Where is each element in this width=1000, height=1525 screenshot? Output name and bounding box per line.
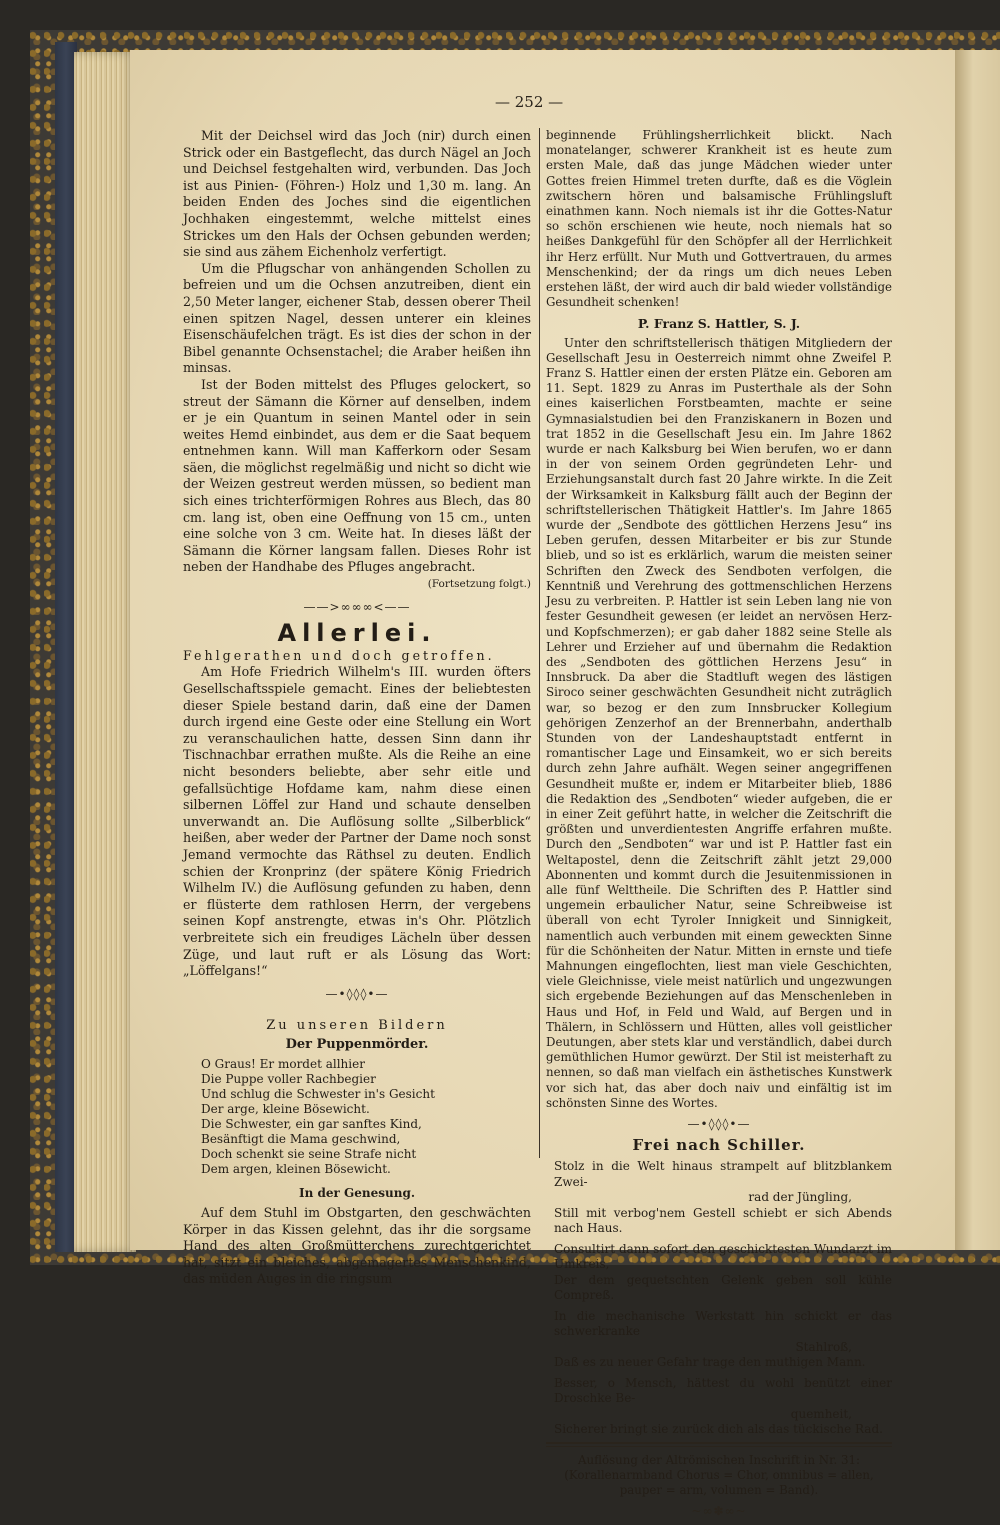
pictures-heading: Zu unseren Bildern bbox=[266, 1018, 448, 1034]
poem bbox=[546, 1159, 892, 1438]
poem-line: Sicherer bringt sie zurück dich als das tückische Rad. bbox=[554, 1422, 883, 1437]
end-ornament: ~∞✽∞~ bbox=[691, 1503, 747, 1518]
poem-line: Doch schenkt sie seine Strafe nicht bbox=[201, 1147, 417, 1162]
page-edges bbox=[74, 52, 136, 1252]
poem-title: Frei nach Schiller. bbox=[632, 1136, 806, 1155]
poem-line-continuation: rad der Jüngling, bbox=[748, 1190, 852, 1205]
poem-line: Still mit verbog'nem Gestell schiebt er sich Abends nach Haus. bbox=[554, 1205, 892, 1236]
double-rule bbox=[546, 1442, 892, 1447]
paragraph: Ist der Boden mittelst des Pfluges gelockert, so streut der Sämann die Körner auf denselben, indem er je ein Quantum in seinen Mantel oder in sein weites Hemd einbindet, aus dem er die Saat bequem entnehmen kann. Will man Kafferkorn oder Sesam säen, die möglichst regelmäßig und nicht so dicht wie der Weizen gestreut werden müssen, so bedient man sich eines trichterförmigen Rohres aus Blech, das 80 cm. lang ist, oben eine Oeffnung von 15 cm., unten eine solche von 3 cm. Weite hat. In dieses läßt der Sämann die Körner langsam fallen. Dieses Rohr ist neben der Handhabe des Pfluges angebracht. bbox=[183, 376, 531, 575]
poem-line: In die mechanische Werkstatt hin schickt er das schwerkranke bbox=[554, 1308, 892, 1339]
poem-line: Der arge, kleine Bösewicht. bbox=[201, 1102, 370, 1117]
poem-line: Stolz in die Welt hinaus strampelt auf blitzblankem Zwei- bbox=[554, 1159, 892, 1189]
poem-line: Consultirt dann sofort den geschicktesten Wundarzt im Umkreis, bbox=[554, 1241, 892, 1272]
facing-page-edge bbox=[955, 50, 1000, 1250]
column-rule bbox=[539, 128, 540, 1158]
poem-line: O Graus! Er mordet allhier bbox=[201, 1057, 365, 1072]
poem-line: Daß es zu neuer Gefahr trage den muthigen Mann. bbox=[554, 1355, 866, 1370]
poem-line-continuation: quemheit, bbox=[790, 1406, 852, 1421]
poem-line-continuation: Stahlroß, bbox=[795, 1339, 852, 1354]
poem-title: Der Puppenmörder. bbox=[285, 1036, 429, 1052]
poem-line: Und schlug die Schwester in's Gesicht bbox=[201, 1087, 435, 1102]
left-column bbox=[183, 128, 531, 1288]
bio-heading: P. Franz S. Hattler, S. J. bbox=[637, 316, 801, 332]
paragraph: beginnende Frühlingsherrlichkeit blickt. Nach monatelanger, schwerer Krankheit ist es heute zum ersten Male, daß das junge Mädchen wieder unter Gottes freien Himmel treten durfte, daß es die Vöglein zwitschern hören und balsamische Frühlingsluft einathmen kann. Noch niemals ist ihr die Gottes-Natur so schön erschienen wie heute, noch niemals hat so heißes Dankgefühl für den Schöpfer all der Herrlichkeit ihr Herz erfüllt. Nur Muth und Gottvertrauen, du armes Menschenkind; der da rings um dich neues Leben erstehen läßt, der wird auch dir bald wieder vollständige Gesundheit schenken! bbox=[546, 128, 892, 310]
poem bbox=[183, 1057, 531, 1177]
prose-text: Auf dem Stuhl im Obstgarten, den geschwächten Körper in das Kissen gelehnt, das ihr die sorgsame Hand des alten Großmütterchens zurechtgerichtet hat, sitzt ein bleiches, abgemagertes Menschenkind, das müden Auges in die ringsum bbox=[183, 1205, 531, 1287]
riddle-answer: Auflösung der Altrömischen Inschrift in Nr. 31: (Korallenarmband Chorus = Chor, omnibus = allen, pauper = arm, volumen = Band). bbox=[564, 1452, 874, 1497]
poem-line: Der dem gequetschten Gelenk geben soll kühle Compreß. bbox=[554, 1272, 892, 1303]
paragraph: Mit der Deichsel wird das Joch (nir) durch einen Strick oder ein Bastgeflecht, das durch Nägel an Joch und Deichsel festgehalten wird, verbunden. Das Joch ist aus Pinien- (Föhren-) Holz und 1,30 m. lang. An beiden Enden des Joches sind die eigentlichen Jochhaken eingestemmt, welche mittelst eines Strickes um den Hals der Ochsen gebunden werden; sie sind aus zähem Eichenholz verfertigt. bbox=[183, 128, 531, 260]
right-column bbox=[546, 128, 892, 1525]
prose-title: In der Genesung. bbox=[298, 1186, 416, 1201]
page-number: — 252 — bbox=[495, 93, 564, 111]
anecdote-title bbox=[183, 648, 531, 665]
poem-line: Besänftigt die Mama geschwind, bbox=[201, 1132, 401, 1147]
divider-ornament: ——>∞∞∞<—— bbox=[303, 599, 411, 614]
poem-line: Die Puppe voller Rachbegier bbox=[201, 1072, 376, 1087]
poem-line: Besser, o Mensch, hättest du wohl benützt einer Droschke Be- bbox=[554, 1375, 892, 1406]
divider-ornament: —•◊◊◊•— bbox=[687, 1117, 751, 1131]
anecdote-heading: Fehlgerathen und doch getroffen. bbox=[183, 647, 495, 663]
continuation-note: (Fortsetzung folgt.) bbox=[427, 578, 531, 591]
divider-ornament: —•◊◊◊•— bbox=[325, 986, 389, 1001]
poem-line: Die Schwester, ein gar sanftes Kind, bbox=[201, 1117, 422, 1132]
anecdote-text: Am Hofe Friedrich Wilhelm's III. wurden öfters Gesellschaftsspiele gemacht. Eines der beliebtesten dieser Spiele bestand darin, daß eine der Damen durch irgend eine Geste oder eine Stellung ein Wort zu veranschaulichen hatte, dessen Sinn dann ihr Tischnachbar errathen mußte. Als die Reihe an eine nicht besonders beliebte, aber sehr eitle und gefallsüchtige Hofdame kam, nahm diese einen silbernen Löffel zur Hand und schaute denselben unverwandt an. Die Auflösung sollte „Silberblick“ heißen, aber weder der Partner der Dame noch sonst Jemand vermochte das Räthsel zu deuten. Endlich schien der Kronprinz (der spätere König Friedrich Wilhelm IV.) die Auflösung gefunden zu haben, denn er flüsterte dem rathlosen Herrn, der vergebens seinen Kopf anstrengte, etwas in's Ohr. Plötzlich verbreitete sich ein freudiges Lächeln über dessen Züge, und laut ruft er als Lösung das Wort: „Löffelgans!“ bbox=[183, 664, 531, 979]
paragraph: Um die Pflugschar von anhängenden Schollen zu befreien und um die Ochsen anzutreiben, dient ein 2,50 Meter langer, eichener Stab, dessen oberer Theil einen spitzen Nagel, dessen unterer ein kleines Eisenschäufelchen trägt. Es ist dies der schon in der Bibel genannte Ochsenstachel; die Araber heißen ihn minsas. bbox=[183, 260, 531, 376]
poem-line: Dem argen, kleinen Bösewicht. bbox=[201, 1162, 391, 1177]
bio-text: Unter den schriftstellerisch thätigen Mitgliedern der Gesellschaft Jesu in Oesterreich nimmt ohne Zweifel P. Franz S. Hattler einen der ersten Plätze ein. Geboren am 11. Sept. 1829 zu Anras im Pusterthale als der Sohn eines kaiserlichen Forstbeamten, machte er seine Gymnasialstudien bei den Franziskanern in Bozen und trat 1852 in die Gesellschaft Jesu ein. Im Jahre 1862 wurde er nach Kalksburg bei Wien berufen, wo er dann in der von seinem Orden gegründeten Lehr- und Erziehungsanstalt durch fast 20 Jahre wirkte. In die Zeit der Wirksamkeit in Kalksburg fällt auch der Beginn der schriftstellerischen Thätigkeit Hattler's. Im Jahre 1865 wurde der „Sendbote des göttlichen Herzens Jesu“ ins Leben gerufen, dessen Mitarbeiter er bis zur Stunde blieb, und so ist es erklärlich, warum die meisten seiner Schriften den Zweck des Sendboten verfolgen, die Kenntniß und Verehrung des gottmenschlichen Herzens Jesu zu verbreiten. P. Hattler ist sein Leben lang nie von fester Gesundheit gewesen (er leidet an nervösen Herz- und Kopfschmerzen); er gab daher 1882 seine Stelle als Lehrer und Erzieher auf und übernahm die Redaktion des „Sendboten des göttlichen Herzens Jesu“ in Innsbruck. Da aber die Stadtluft wegen des lästigen Siroco seiner geschwächten Gesundheit nicht zuträglich war, so bezog er den zum Innsbrucker Kollegium gehörigen Zenzerhof an der Brennerbahn, anderthalb Stunden von der Landeshauptstadt entfernt in romantischer Lage und Einsamkeit, wo er sich bereits durch zehn Jahre aufhält. Wegen seiner angegriffenen Gesundheit mußte er, indem er Mitarbeiter blieb, 1886 die Redaktion des „Sendboten“ wieder aufgeben, die er in einer Zeit geführt hatte, in welcher die Zeitschrift die größten und unverdientesten Angriffe erfahren mußte. Durch den „Sendboten“ war und ist P. Hattler fast ein Weltapostel, denn die Zeitschrift zählt jetzt 29,000 Abonnenten und kommt durch die Jesuitenmissionen in alle fünf Welttheile. Die Schriften des P. Hattler sind ungemein erbaulicher Natur, seine Schreibweise ist überall von echt Tyroler Innigkeit und Sinnigkeit, namentlich auch verbunden mit einem geweckten Sinne für die Schönheiten der Natur. Mitten in ernste und tiefe Mahnungen eingeflochten, liest man viele Geschichten, viele Gleichnisse, viele meist natürlich und ungezwungen sich ergebende Beziehungen auf das Menschenleben in Haus und Hof, in Feld und Wald, auf Bergen und in Thälern, in Schlössern und Hütten, alles voll geistlicher Deutungen, aber stets klar und verständlich, dabei durch gemüthlichen Humor gewürzt. Der Stil ist meisterhaft zu nennen, so daß man vielfach ein ästhetisches Kunstwerk vor sich hat, das aber doch naiv und einfältig ist im schönsten Sinne des Wortes. bbox=[546, 335, 892, 1110]
section-title: Allerlei. bbox=[277, 619, 437, 648]
